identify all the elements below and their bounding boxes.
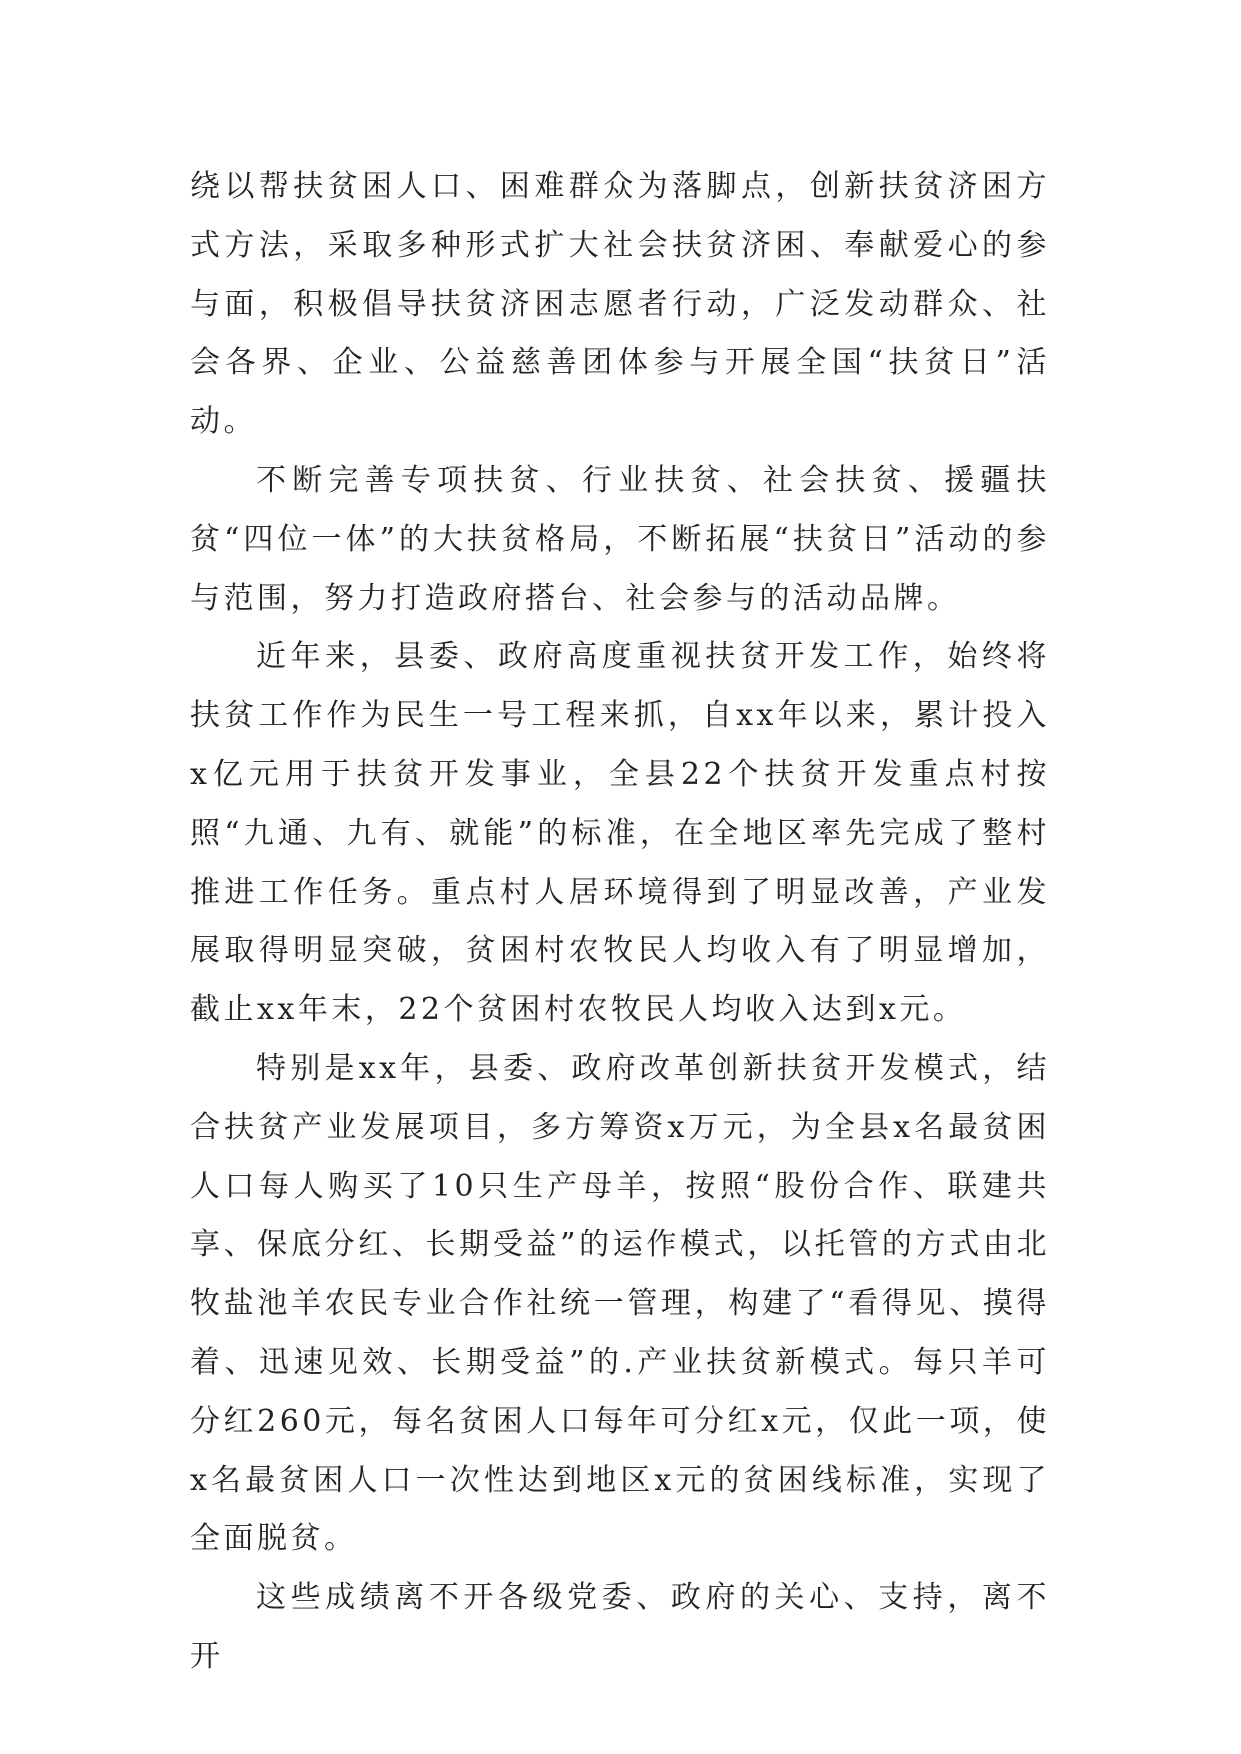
paragraph-2: 不断完善专项扶贫、行业扶贫、社会扶贫、援疆扶贫“四位一体”的大扶贫格局，不断拓展“扶贫日”活动的参与范围，努力打造政府搭台、社会参与的活动品牌。 — [190, 462, 1050, 616]
paragraph-3: 近年来，县委、政府高度重视扶贫开发工作，始终将扶贫工作作为民生一号工程来抓，自xx年以来，累计投入x亿元用于扶贫开发事业，全县22个扶贫开发重点村按照“九通、九有、就能”的标准，在全地区率先完成了整村推进工作任务。重点村人居环境得到了明显改善，产业发展取得明显突破，贫困村农牧民人均收入有了明显增加，截止xx年末，22个贫困村农牧民人均收入达到x元。 — [190, 639, 1050, 1028]
paragraph-5: 这些成绩离不开各级党委、政府的关心、支持，离不开 — [190, 1580, 1050, 1674]
body-text — [190, 158, 1050, 1687]
paragraph-1: 绕以帮扶贫困人口、困难群众为落脚点，创新扶贫济困方式方法，采取多种形式扩大社会扶贫济困、奉献爱心的参与面，积极倡导扶贫济困志愿者行动，广泛发动群众、社会各界、企业、公益慈善团体参与开展全国“扶贫日”活动。 — [190, 169, 1050, 440]
paragraph-4: 特别是xx年，县委、政府改革创新扶贫开发模式，结合扶贫产业发展项目，多方筹资x万元，为全县x名最贫困人口每人购买了10只生产母羊，按照“股份合作、联建共享、保底分红、长期受益”的运作模式，以托管的方式由北牧盐池羊农民专业合作社统一管理，构建了“看得见、摸得着、迅速见效、长期受益”的.产业扶贫新模式。每只羊可分红260元，每名贫困人口每年可分红x元，仅此一项，使x名最贫困人口一次性达到地区x元的贫困线标准，实现了全面脱贫。 — [190, 1050, 1050, 1557]
